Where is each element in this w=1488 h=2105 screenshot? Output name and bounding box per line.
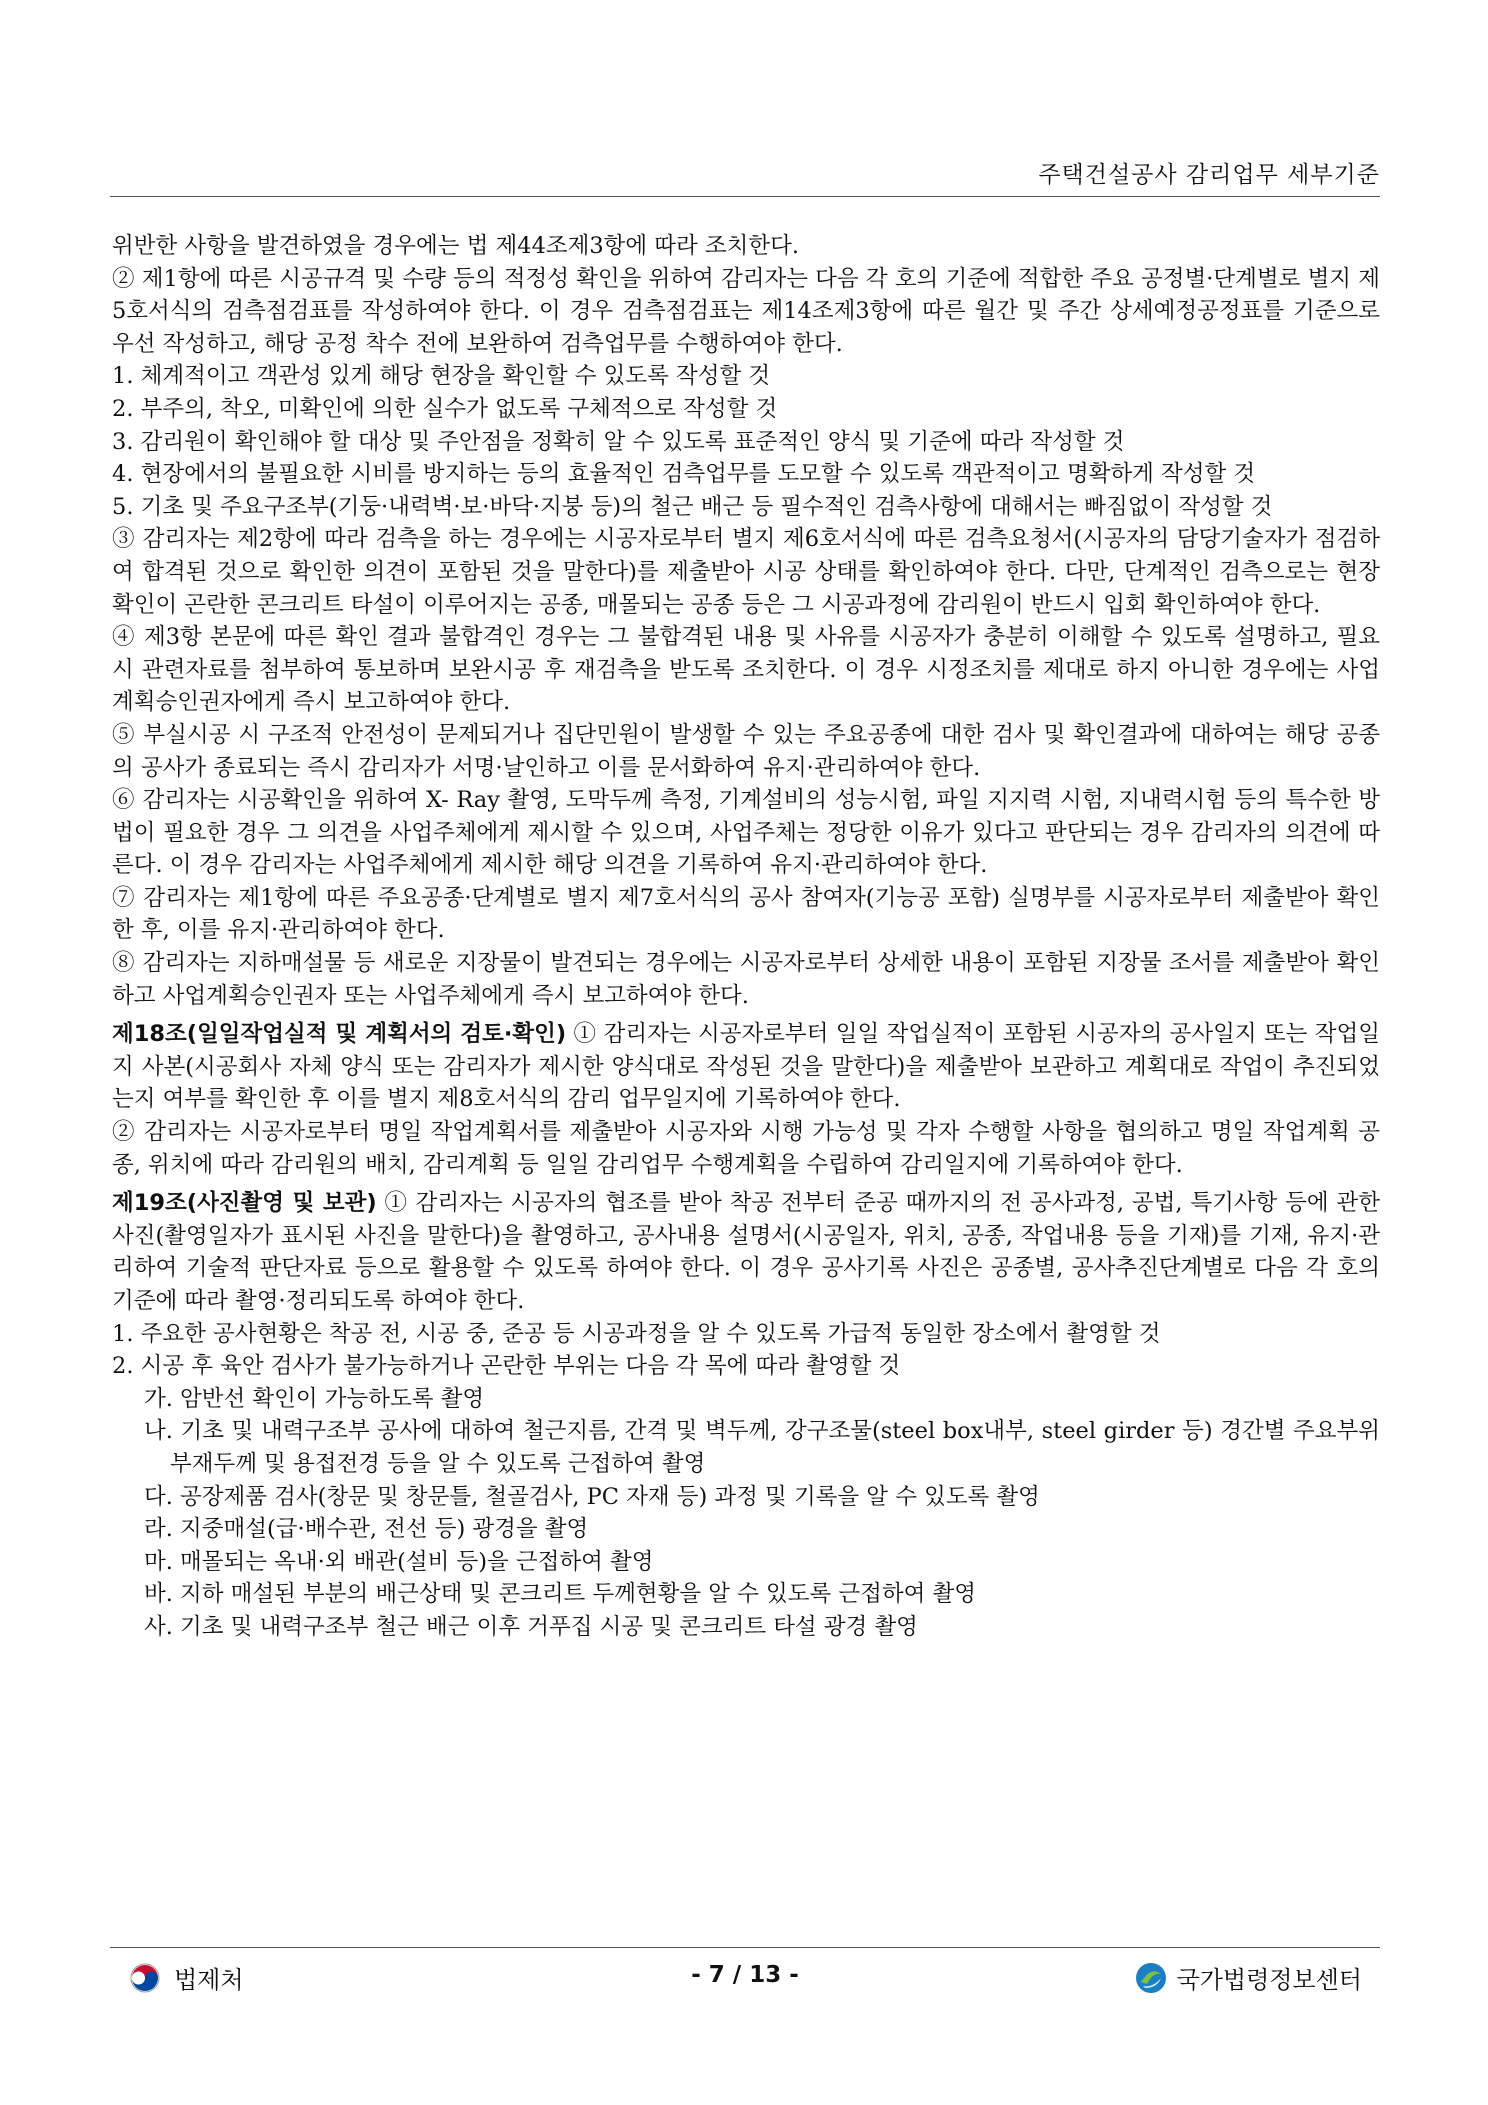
- list-item: 1. 체계적이고 객관성 있게 해당 현장을 확인할 수 있도록 작성할 것: [112, 363, 771, 390]
- list-item: 4. 현장에서의 불필요한 시비를 방지하는 등의 효율적인 검측업무를 도모할 수 있도록 객관적이고 명확하게 작성할 것: [112, 461, 1256, 488]
- list-item: 1. 주요한 공사현황은 착공 전, 시공 중, 준공 등 시공과정을 알 수 있도록 가급적 동일한 장소에서 촬영할 것: [112, 1320, 1161, 1347]
- list-item: 5. 기초 및 주요구조부(기둥·내력벽·보·바닥·지붕 등)의 철근 배근 등 필수적인 검측사항에 대해서는 빠짐없이 작성할 것: [112, 493, 1273, 520]
- sub-list-item: 사. 기초 및 내력구조부 철근 배근 이후 거푸집 시공 및 콘크리트 타설 광경 촬영: [144, 1613, 918, 1640]
- sub-list-item: 마. 매몰되는 옥내·외 배관(설비 등)을 근접하여 촬영: [144, 1548, 654, 1575]
- page-number: - 7 / 13 -: [691, 1962, 799, 1988]
- sub-list-item: 가. 암반선 확인이 가능하도록 촬영: [144, 1385, 485, 1412]
- document-body: [112, 230, 1380, 1644]
- list-item: 2. 시공 후 육안 검사가 불가능하거나 곤란한 부위는 다음 각 목에 따라 촬영할 것: [112, 1353, 901, 1380]
- law-info-center-logo-icon: [1135, 1962, 1167, 1994]
- header-title: 주택건설공사 감리업무 세부기준: [1038, 162, 1380, 188]
- article-19: [112, 1187, 1380, 1317]
- list-item: 2. 부주의, 착오, 미확인에 의한 실수가 없도록 구체적으로 작성할 것: [112, 395, 778, 422]
- article-title: 제19조(사진촬영 및 보관): [112, 1190, 377, 1217]
- sub-list-item: 다. 공장제품 검사(창문 및 창문틀, 철골검사, PC 자재 등) 과정 및 기록을 알 수 있도록 촬영: [144, 1483, 1040, 1510]
- list-item: 3. 감리원이 확인해야 할 대상 및 주안점을 정확히 알 수 있도록 표준적인 양식 및 기준에 따라 작성할 것: [112, 428, 1125, 455]
- sub-list-item: 바. 지하 매설된 부분의 배근상태 및 콘크리트 두께현황을 알 수 있도록 근접하여 촬영: [144, 1581, 976, 1608]
- paragraph: ② 제1항에 따른 시공규격 및 수량 등의 적정성 확인을 위하여 감리자는 다음 각 호의 기준에 적합한 주요 공정별·단계별로 별지 제5호서식의 검측점검표를 작성하여야 한다. 이 경우 검측점검표는 제14조제3항에 따른 월간 및 주간 상세예정공정표를 기준으로 우선 작성하고, 해당 공정 착수 전에 보완하여 검측업무를 수행하여야 한다.: [112, 265, 1380, 357]
- article-18: [112, 1018, 1380, 1116]
- article-text: ① 감리자는 시공자의 협조를 받아 착공 전부터 준공 때까지의 전 공사과정, 공법, 특기사항 등에 관한 사진(촬영일자가 표시된 사진을 말한다)을 촬영하고, 공사내용 설명서(시공일자, 위치, 공종, 작업내용 등을 기재)를 기재, 유지·관리하여 기술적 판단자료 등으로 활용할 수 있도록 하여야 한다. 이 경우 공사기록 사진은 공종별, 공사추진단계별로 다음 각 호의 기준에 따라 촬영·정리되도록 하여야 한다.: [112, 1190, 1380, 1314]
- paragraph: ⑧ 감리자는 지하매설물 등 새로운 지장물이 발견되는 경우에는 시공자로부터 상세한 내용이 포함된 지장물 조서를 제출받아 확인하고 사업계획승인권자 또는 사업주체에게 즉시 보고하여야 한다.: [112, 950, 1380, 1009]
- sub-list-item: 나. 기초 및 내력구조부 공사에 대하여 철근지름, 간격 및 벽두께, 강구조물(steel box내부, steel girder 등) 경간별 주요부위 부재두께 및 용접전경 등을 알 수 있도록 근접하여 촬영: [144, 1418, 1380, 1477]
- paragraph: ③ 감리자는 제2항에 따라 검측을 하는 경우에는 시공자로부터 별지 제6호서식에 따른 검측요청서(시공자의 담당기술자가 점검하여 합격된 것으로 확인한 의견이 포함된 것을 말한다)를 제출받아 시공 상태를 확인하여야 한다. 다만, 단계적인 검측으로는 현장 확인이 곤란한 콘크리트 타설이 이루어지는 공종, 매몰되는 공종 등은 그 시공과정에 감리원이 반드시 입회 확인하여야 한다.: [112, 526, 1380, 618]
- paragraph: ⑦ 감리자는 제1항에 따른 주요공종·단계별로 별지 제7호서식의 공사 참여자(기능공 포함) 실명부를 시공자로부터 제출받아 확인한 후, 이를 유지·관리하여야 한다.: [112, 884, 1380, 944]
- article-text: ① 감리자는 시공자로부터 일일 작업실적이 포함된 시공자의 공사일지 또는 작업일지 사본(시공회사 자체 양식 또는 감리자가 제시한 양식대로 작성된 것을 말한다)을 제출받아 보관하고 계획대로 작업이 추진되었는지 여부를 확인한 후 이를 별지 제8호서식의 감리 업무일지에 기록하여야 한다.: [112, 1021, 1381, 1113]
- footer-right: [1135, 1960, 1362, 1995]
- paragraph: ② 감리자는 시공자로부터 명일 작업계획서를 제출받아 시공자와 시행 가능성 및 각자 수행할 사항을 협의하고 명일 작업계획 공종, 위치에 따라 감리원의 배치, 감리계획 등 일일 감리업무 수행계획을 수립하여 감리일지에 기록하여야 한다.: [112, 1119, 1380, 1178]
- header-divider: [110, 196, 1380, 197]
- paragraph: ④ 제3항 본문에 따른 확인 결과 불합격인 경우는 그 불합격된 내용 및 사유를 시공자가 충분히 이해할 수 있도록 설명하고, 필요 시 관련자료를 첨부하여 통보하며 보완시공 후 재검측을 받도록 조치한다. 이 경우 시정조치를 제대로 하지 아니한 경우에는 사업계획승인권자에게 즉시 보고하여야 한다.: [112, 624, 1380, 716]
- paragraph: 위반한 사항을 발견하였을 경우에는 법 제44조제3항에 따라 조치한다.: [112, 233, 800, 259]
- article-title: 제18조(일일작업실적 및 계획서의 검토·확인): [112, 1021, 567, 1048]
- footer-left-label: 법제처: [174, 1966, 244, 1994]
- footer-divider: [110, 1947, 1380, 1948]
- paragraph: ⑤ 부실시공 시 구조적 안전성이 문제되거나 집단민원이 발생할 수 있는 주요공종에 대한 검사 및 확인결과에 대하여는 해당 공종의 공사가 종료되는 즉시 감리자가 서명·날인하고 이를 문서화하여 유지·관리하여야 한다.: [112, 721, 1380, 781]
- footer: [110, 1960, 1380, 2000]
- paragraph: ⑥ 감리자는 시공확인을 위하여 X- Ray 촬영, 도막두께 측정, 기계설비의 성능시험, 파일 지지력 시험, 지내력시험 등의 특수한 방법이 필요한 경우 그 의견을 사업주체에게 제시할 수 있으며, 사업주체는 정당한 이유가 있다고 판단되는 경우 감리자의 의견에 따른다. 이 경우 감리자는 사업주체에게 제시한 해당 의견을 기록하여 유지·관리하여야 한다.: [112, 787, 1380, 879]
- footer-right-label: 국가법령정보센터: [1176, 1966, 1362, 1994]
- sub-list-item: 라. 지중매설(급·배수관, 전선 등) 광경을 촬영: [144, 1516, 589, 1543]
